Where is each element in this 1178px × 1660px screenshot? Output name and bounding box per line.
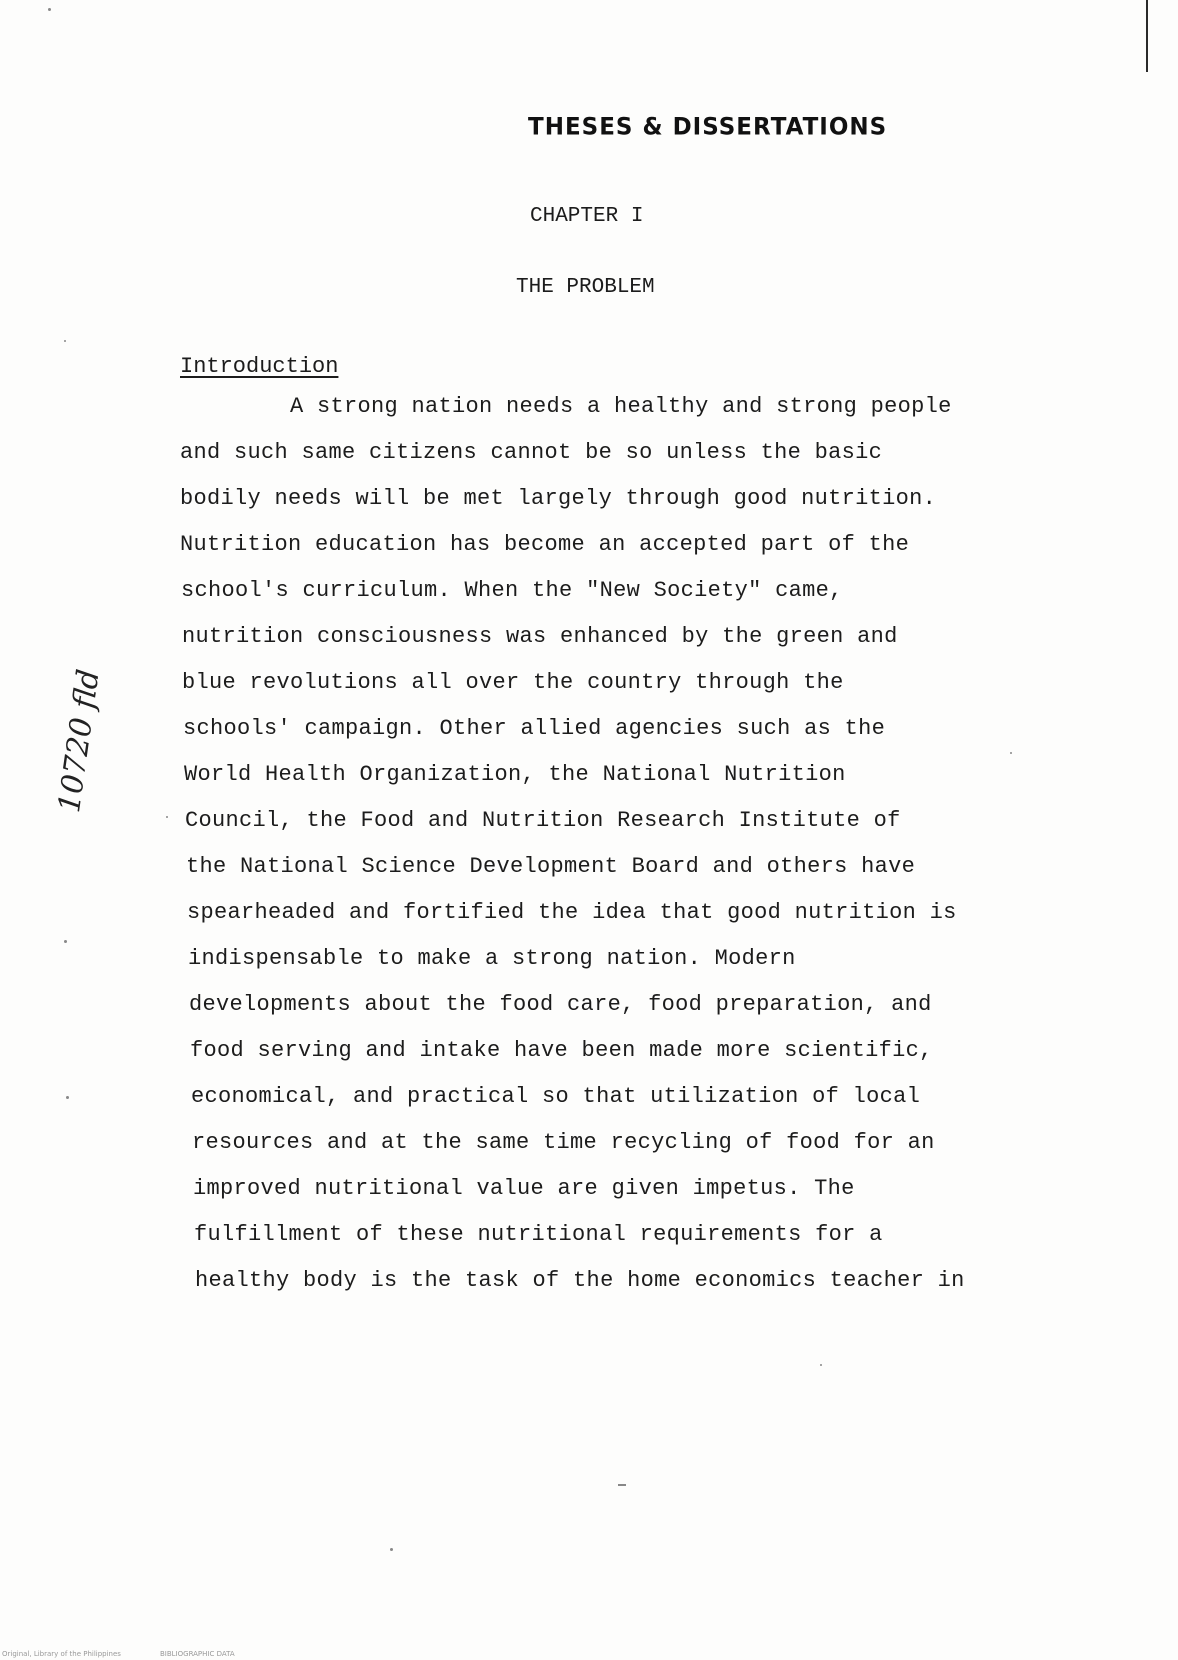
scan-speck: [618, 1484, 626, 1486]
body-line: the National Science Development Board and others have: [186, 854, 916, 879]
chapter-label: CHAPTER I: [530, 205, 644, 228]
scan-speck: [64, 940, 67, 943]
scan-speck: [1010, 752, 1012, 754]
body-line: World Health Organization, the National Nutrition: [184, 762, 846, 787]
body-line: blue revolutions all over the country through the: [182, 670, 844, 695]
section-heading: Introduction: [180, 354, 339, 379]
body-line: improved nutritional value are given impetus. The: [193, 1176, 855, 1201]
theses-stamp: THESES & DISSERTATIONS: [528, 113, 888, 141]
scan-speck: [64, 340, 66, 342]
chapter-title: THE PROBLEM: [516, 276, 655, 299]
body-line: fulfillment of these nutritional requirements for a: [194, 1222, 883, 1247]
body-line: economical, and practical so that utilization of local: [191, 1084, 921, 1109]
scan-speck: [66, 1096, 69, 1099]
body-line: and such same citizens cannot be so unless the basic: [180, 440, 883, 465]
body-line: schools' campaign. Other allied agencies such as the: [183, 716, 886, 741]
body-line: nutrition consciousness was enhanced by the green and: [182, 624, 898, 649]
body-line: food serving and intake have been made more scientific,: [190, 1038, 933, 1063]
scan-footer-left: Original, Library of the Philippines: [2, 1650, 121, 1658]
body-line: Nutrition education has become an accepted part of the: [180, 532, 910, 557]
body-line: spearheaded and fortified the idea that good nutrition is: [187, 900, 957, 925]
body-line: healthy body is the task of the home economics teacher in: [195, 1268, 965, 1293]
body-line: school's curriculum. When the "New Society" came,: [181, 578, 843, 603]
body-line: bodily needs will be met largely through good nutrition.: [180, 486, 937, 511]
scan-footer-right: BIBLIOGRAPHIC DATA: [160, 1650, 235, 1658]
scan-edge-line: [1146, 0, 1148, 72]
scan-speck: [48, 8, 51, 11]
body-line: Council, the Food and Nutrition Research Institute of: [185, 808, 901, 833]
scan-speck: [390, 1548, 393, 1551]
body-line: developments about the food care, food preparation, and: [189, 992, 932, 1017]
scan-speck: [820, 1364, 822, 1366]
scan-speck: [166, 816, 168, 818]
body-line: resources and at the same time recycling of food for an: [192, 1130, 935, 1155]
handwritten-margin-note: 10720 fld: [52, 667, 107, 815]
body-line: A strong nation needs a healthy and strong people: [290, 394, 952, 419]
body-line: indispensable to make a strong nation. Modern: [188, 946, 796, 971]
